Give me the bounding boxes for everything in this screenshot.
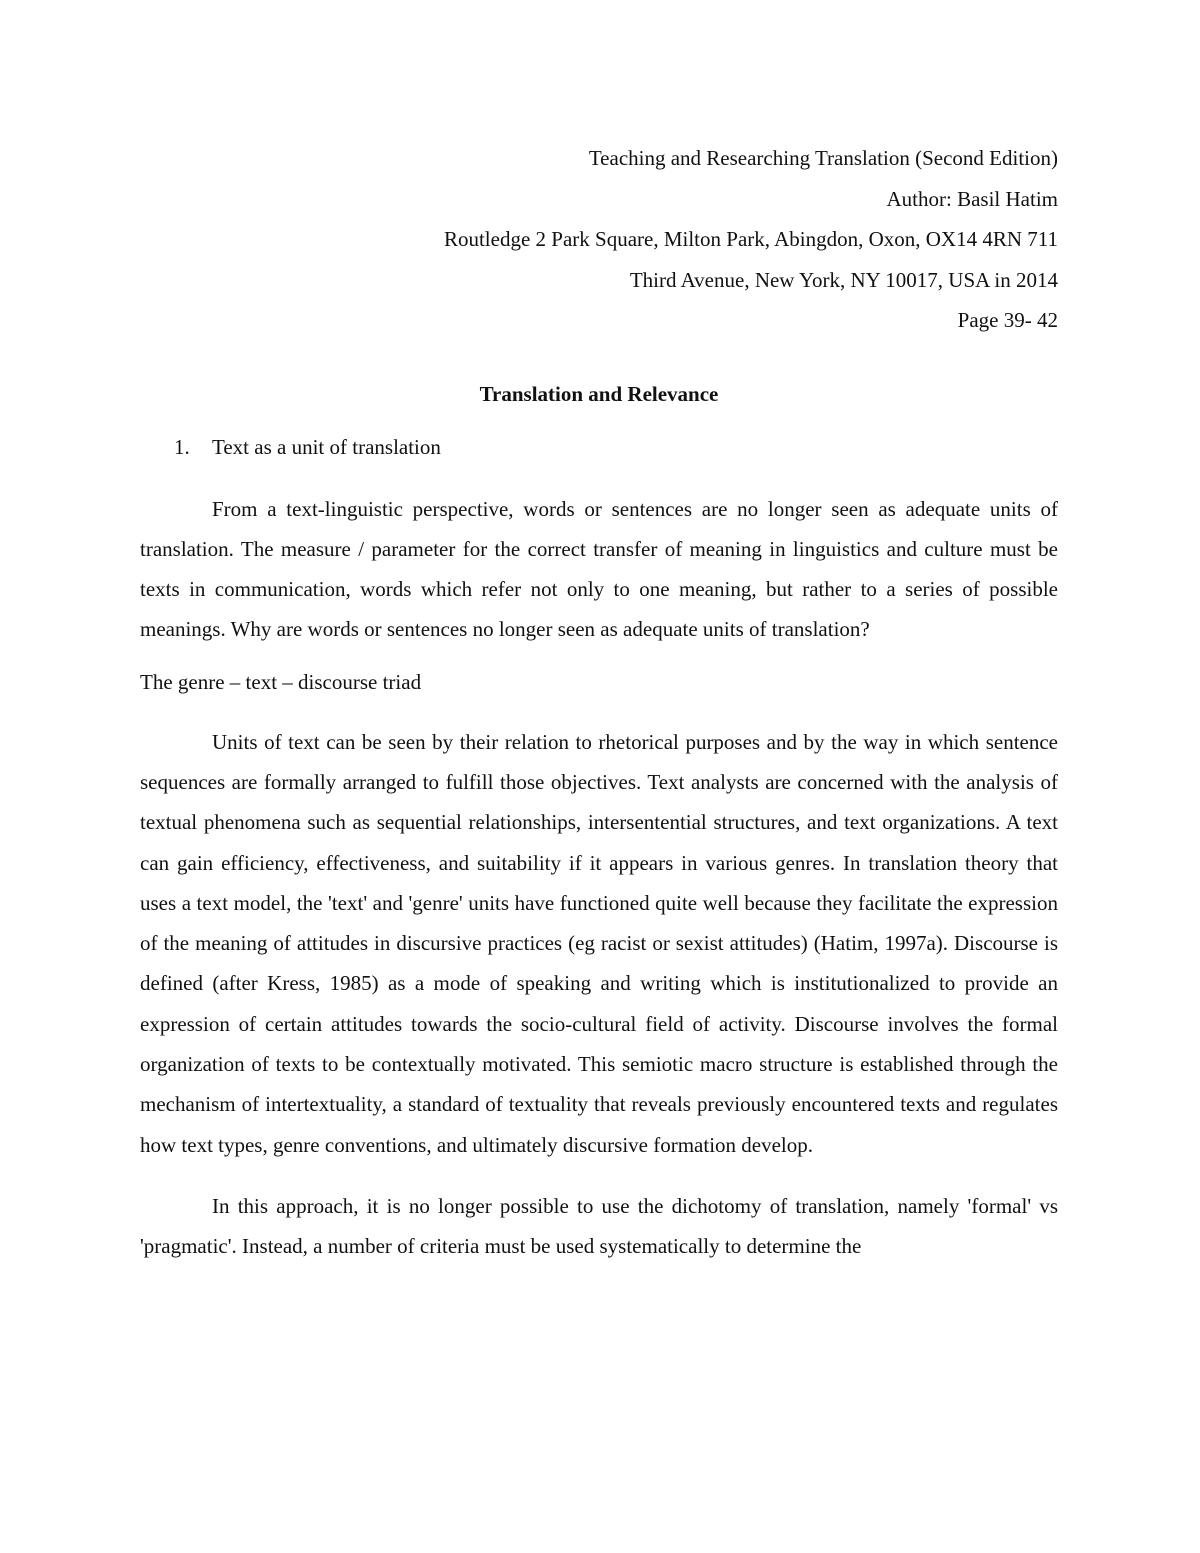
book-title-line: Teaching and Researching Translation (Second Edition) xyxy=(588,146,1058,170)
author-line: Author: Basil Hatim xyxy=(886,186,1058,211)
page-range-line: Page 39- 42 xyxy=(957,308,1058,332)
page-content xyxy=(140,138,1058,1267)
section-number: 1. xyxy=(174,434,190,459)
citation-header xyxy=(140,138,1058,341)
paragraph-1: From a text-linguistic perspective, words or sentences are no longer seen as adequate units of translation. The measure / parameter for the correct transfer of meaning in linguistics and culture must be texts in communication, words which refer not only to one meaning, but rather to a series of possible meanings. Why are words or sentences no longer seen as adequate units of translation? xyxy=(140,496,1058,642)
publisher-line: Routledge 2 Park Square, Milton Park, Abingdon, Oxon, OX14 4RN 711 xyxy=(443,227,1058,251)
section-heading xyxy=(140,427,1058,467)
publisher-address-line: Third Avenue, New York, NY 10017, USA in 2014 xyxy=(629,267,1058,292)
paragraph-3: In this approach, it is no longer possible to use the dichotomy of translation, namely 'formal' vs 'pragmatic'. Instead, a number of criteria must be used systematically to determine the xyxy=(140,1193,1058,1259)
section-label: Text as a unit of translation xyxy=(212,434,441,459)
paragraph-2: Units of text can be seen by their relation to rhetorical purposes and by the way in which sentence sequences are formally arranged to fulfill those objectives. Text analysts are concerned with the analysis of textual phenomena such as sequential relationships, intersentential structures, and text organizations. A text can gain efficiency, effectiveness, and suitability if it appears in various genres. In translation theory that uses a text model, the 'text' and 'genre' units have functioned quite well because they facilitate the expression of the meaning of attitudes in discursive practices (eg racist or sexist attitudes) (Hatim, 1997a). Discourse is defined (after Kress, 1985) as a mode of speaking and writing which is institutionalized to provide an expression of certain attitudes towards the socio-cultural field of activity. Discourse involves the formal organization of texts to be contextually motivated. This semiotic macro structure is established through the mechanism of intertextuality, a standard of textuality that reveals previously encountered texts and regulates how text types, genre conventions, and ultimately discursive formation develop. xyxy=(140,729,1058,1157)
document-title: Translation and Relevance xyxy=(479,381,719,406)
subheading: The genre – text – discourse triad xyxy=(140,669,422,694)
